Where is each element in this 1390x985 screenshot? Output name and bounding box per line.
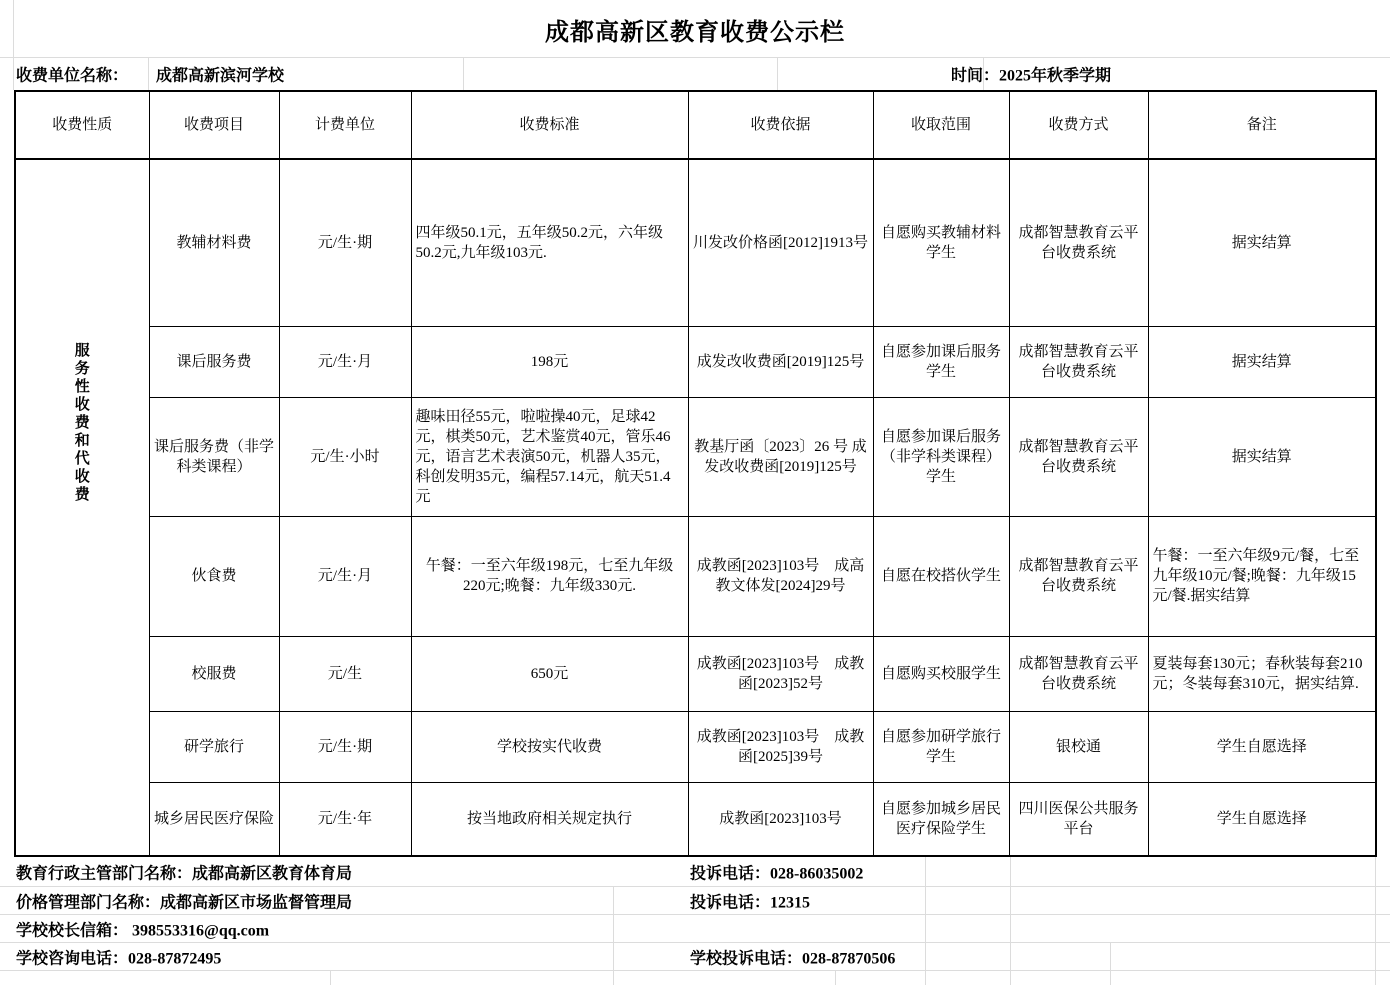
cell-basis: 成教函[2023]103号	[688, 782, 873, 856]
cell-method: 成都智慧教育云平台收费系统	[1009, 397, 1148, 516]
school-complaint-phone: 学校投诉电话：028-87870506	[690, 950, 896, 967]
cell-unit: 元/生·月	[279, 326, 411, 397]
cell-project: 课后服务费	[149, 326, 279, 397]
table-row	[15, 711, 1376, 782]
cell-method: 银校通	[1009, 711, 1148, 782]
cell-standard: 学校按实代收费	[411, 711, 688, 782]
semester-time: 时间：2025年秋季学期	[950, 67, 1111, 84]
table-row	[15, 636, 1376, 711]
table-row	[15, 516, 1376, 636]
price-dept-name: 价格管理部门名称：成都高新区市场监督管理局	[16, 894, 353, 911]
cell-note: 据实结算	[1148, 159, 1376, 326]
cell-note: 据实结算	[1148, 326, 1376, 397]
school-inquiry-phone: 学校咨询电话：028-87872495	[16, 950, 222, 967]
cell-standard: 650元	[411, 636, 688, 711]
cell-method: 成都智慧教育云平台收费系统	[1009, 516, 1148, 636]
footer-row-school-phones	[0, 942, 1390, 971]
header-remarks: 备注	[1148, 91, 1376, 159]
table-row	[15, 159, 1376, 326]
cell-note: 学生自愿选择	[1148, 711, 1376, 782]
cell-project: 城乡居民医疗保险	[149, 782, 279, 856]
cell-method: 成都智慧教育云平台收费系统	[1009, 636, 1148, 711]
education-dept-name: 教育行政主管部门名称：成都高新区教育体育局	[16, 865, 353, 882]
cell-note: 据实结算	[1148, 397, 1376, 516]
cell-unit: 元/生	[279, 636, 411, 711]
cell-standard: 四年级50.1元，五年级50.2元，六年级50.2元,九年级103元.	[411, 159, 688, 326]
cell-scope: 自愿参加研学旅行学生	[873, 711, 1009, 782]
gridline	[330, 970, 331, 985]
cell-note: 午餐：一至六年级9元/餐，七至九年级10元/餐;晚餐：九年级15元/餐.据实结算	[1148, 516, 1376, 636]
footer-row-principal-mailbox	[0, 914, 1390, 943]
fee-table	[14, 90, 1377, 857]
unit-name-label: 收费单位名称：	[16, 67, 129, 84]
page-title: 成都高新区教育收费公示栏	[545, 19, 845, 46]
cell-fee-category	[15, 159, 149, 856]
cell-basis: 成教函[2023]103号 成教函[2023]52号	[688, 636, 873, 711]
cell-scope: 自愿参加课后服务学生	[873, 326, 1009, 397]
cell-unit: 元/生·小时	[279, 397, 411, 516]
gridline	[835, 970, 836, 985]
unit-name-value: 成都高新滨河学校	[156, 67, 285, 84]
table-row	[15, 326, 1376, 397]
cell-basis: 成教函[2023]103号 成教函[2025]39号	[688, 711, 873, 782]
cell-scope: 自愿参加城乡居民医疗保险学生	[873, 782, 1009, 856]
cell-method: 成都智慧教育云平台收费系统	[1009, 326, 1148, 397]
info-bar	[0, 57, 1390, 90]
cell-basis: 教基厅函〔2023〕26 号 成发改收费函[2019]125号	[688, 397, 873, 516]
cell-project: 校服费	[149, 636, 279, 711]
cell-scope: 自愿购买教辅材料学生	[873, 159, 1009, 326]
header-fee-item: 收费项目	[149, 91, 279, 159]
cell-method: 四川医保公共服务平台	[1009, 782, 1148, 856]
header-row	[15, 91, 1376, 159]
cell-standard: 按当地政府相关规定执行	[411, 782, 688, 856]
cell-standard: 198元	[411, 326, 688, 397]
education-dept-complaint-phone: 投诉电话：028-86035002	[690, 865, 864, 882]
cell-note: 夏装每套130元；春秋装每套210元；冬装每套310元，据实结算.	[1148, 636, 1376, 711]
cell-project: 课后服务费（非学科类课程）	[149, 397, 279, 516]
fee-category-vertical-text: 服务性收费和代收费	[74, 343, 90, 503]
cell-unit: 元/生·期	[279, 711, 411, 782]
cell-unit: 元/生·年	[279, 782, 411, 856]
header-fee-nature: 收费性质	[15, 91, 149, 159]
header-collection-method: 收费方式	[1009, 91, 1148, 159]
cell-note: 学生自愿选择	[1148, 782, 1376, 856]
cell-basis: 成发改收费函[2019]125号	[688, 326, 873, 397]
cell-standard: 趣味田径55元，啦啦操40元，足球42元，棋类50元，艺术鉴赏40元，管乐46元，语言艺术表演50元，机器人35元，科创发明35元，编程57.14元，航天51.4元	[411, 397, 688, 516]
cell-method: 成都智慧教育云平台收费系统	[1009, 159, 1148, 326]
cell-standard: 午餐：一至六年级198元，七至九年级220元;晚餐：九年级330元.	[411, 516, 688, 636]
table-row	[15, 397, 1376, 516]
header-collection-scope: 收取范围	[873, 91, 1009, 159]
cell-scope: 自愿在校搭伙学生	[873, 516, 1009, 636]
footer-row-education-dept	[0, 857, 1390, 886]
cell-basis: 川发改价格函[2012]1913号	[688, 159, 873, 326]
header-fee-standard: 收费标准	[411, 91, 688, 159]
price-dept-complaint-phone: 投诉电话：12315	[690, 894, 811, 911]
cell-project: 教辅材料费	[149, 159, 279, 326]
table-row	[15, 782, 1376, 856]
principal-mailbox: 学校校长信箱： 398553316@qq.com	[16, 922, 270, 939]
cell-basis: 成教函[2023]103号 成高教文体发[2024]29号	[688, 516, 873, 636]
cell-unit: 元/生·月	[279, 516, 411, 636]
header-billing-unit: 计费单位	[279, 91, 411, 159]
cell-unit: 元/生·期	[279, 159, 411, 326]
footer-row-price-dept	[0, 886, 1390, 915]
cell-scope: 自愿购买校服学生	[873, 636, 1009, 711]
cell-scope: 自愿参加课后服务（非学科类课程）学生	[873, 397, 1009, 516]
cell-project: 研学旅行	[149, 711, 279, 782]
cell-project: 伙食费	[149, 516, 279, 636]
header-fee-basis: 收费依据	[688, 91, 873, 159]
